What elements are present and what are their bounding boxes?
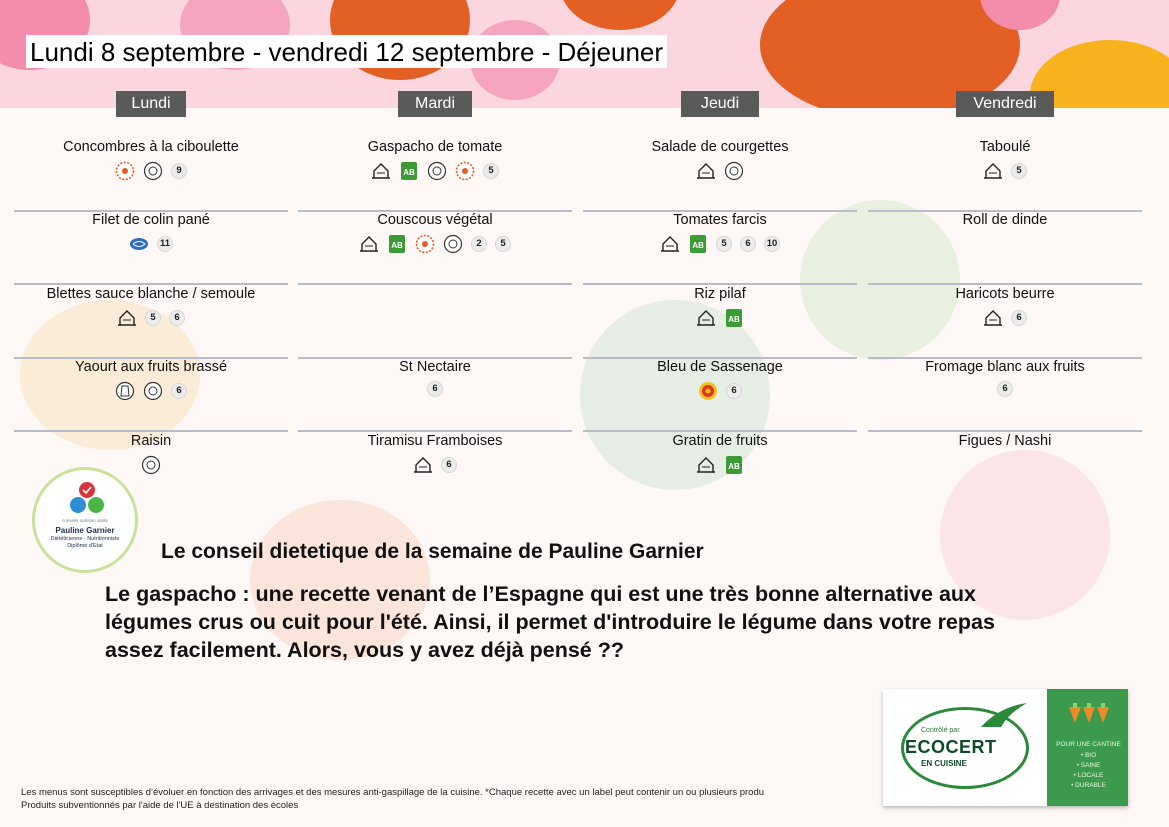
dish-name: Roll de dinde — [962, 212, 1048, 228]
dish-name: Taboulé — [979, 139, 1031, 155]
swallow-icon — [979, 701, 1029, 731]
dish-item — [298, 286, 572, 359]
dietitian-degree: Diplômé d'Etat — [67, 543, 103, 549]
day-header: Vendredi — [956, 91, 1054, 117]
dish-badges — [868, 381, 1142, 397]
ecocert-brand: ECOCERT — [905, 737, 997, 757]
fresh-icon — [427, 161, 447, 181]
organic-ab-icon — [724, 308, 744, 328]
allergen-number-badge: 6 — [427, 381, 443, 397]
dish-name: Filet de colin pané — [92, 212, 210, 228]
day-column-lundi — [14, 91, 288, 471]
dietitian-tagline: conseils nutrition santé — [62, 518, 108, 523]
fish-msc-icon — [129, 234, 149, 254]
dish-name: Riz pilaf — [694, 286, 746, 302]
local-icon — [115, 161, 135, 181]
dish-badges — [14, 234, 288, 254]
organic-ab-icon — [399, 161, 419, 181]
svg-text:AB: AB — [692, 241, 704, 250]
fresh-icon — [143, 161, 163, 181]
dish-item — [583, 139, 857, 212]
dish-item — [583, 433, 857, 506]
dish-name: Gratin de fruits — [672, 433, 768, 449]
allergen-number-badge: 6 — [1011, 310, 1027, 326]
dish-badges — [583, 381, 857, 401]
dish-name: Yaourt aux fruits brassé — [74, 359, 228, 375]
dish-name: Salade de courgettes — [651, 139, 789, 155]
allergen-number-badge: 9 — [171, 163, 187, 179]
local-icon — [455, 161, 475, 181]
dish-badges — [14, 455, 288, 475]
dish-item — [14, 139, 288, 212]
dish-item — [868, 433, 1142, 506]
dish-item — [298, 359, 572, 432]
dietitian-name: Pauline Garnier — [55, 526, 115, 535]
dish-badges — [298, 381, 572, 397]
dish-name: Tomates farcis — [673, 212, 767, 228]
ecocert-sub: EN CUISINE — [921, 759, 967, 768]
ecocert-controlled-label: Contrôlé par — [921, 727, 960, 734]
allergen-number-badge: 6 — [726, 383, 742, 399]
dish-name: Tiramisu Framboises — [367, 433, 503, 449]
page-title: Lundi 8 septembre - vendredi 12 septembre - Déjeuner — [26, 35, 667, 68]
footer-line-1: Les menus sont susceptibles d’évoluer en fonction des arrivages et des mesures anti-gaspillage de la cuisine. *Chaque recette avec un label peut contenir un ou plusieurs produ — [21, 787, 765, 798]
allergen-number-badge: 5 — [483, 163, 499, 179]
dish-name: Gaspacho de tomate — [367, 139, 503, 155]
dish-item — [583, 359, 857, 432]
allergen-number-badge: 10 — [764, 236, 780, 252]
dairy-icon — [115, 381, 135, 401]
carrots-icon — [1065, 703, 1111, 725]
dish-name: Haricots beurre — [955, 286, 1055, 302]
dish-item — [298, 139, 572, 212]
dish-badges — [14, 161, 288, 181]
allergen-number-badge: 6 — [997, 381, 1013, 397]
dish-name: Blettes sauce blanche / semoule — [46, 286, 256, 302]
ecocert-line: • LOCALE — [1073, 772, 1104, 779]
allergen-number-badge: 5 — [145, 310, 161, 326]
homemade-icon — [983, 308, 1003, 328]
nutrition-icon — [67, 478, 107, 518]
allergen-number-badge: 6 — [169, 310, 185, 326]
day-header: Lundi — [116, 91, 186, 117]
dish-item — [14, 286, 288, 359]
day-column-vendredi — [868, 91, 1142, 471]
dish-name: Raisin — [130, 433, 172, 449]
homemade-icon — [696, 308, 716, 328]
advice-title: Le conseil dietetique de la semaine de Pauline Garnier — [161, 540, 704, 563]
dish-badges — [14, 381, 288, 401]
svg-text:AB: AB — [728, 315, 740, 324]
fresh-icon — [141, 455, 161, 475]
allergen-number-badge: 5 — [495, 236, 511, 252]
dish-badges — [298, 234, 572, 254]
allergen-number-badge: 6 — [740, 236, 756, 252]
svg-text:AB: AB — [728, 462, 740, 471]
fresh-icon — [724, 161, 744, 181]
dish-item — [583, 286, 857, 359]
dietitian-logo — [32, 467, 138, 573]
fresh-icon — [143, 381, 163, 401]
dish-badges — [868, 308, 1142, 328]
homemade-icon — [660, 234, 680, 254]
allergen-number-badge: 11 — [157, 236, 173, 252]
dish-name: Couscous végétal — [377, 212, 493, 228]
homemade-icon — [413, 455, 433, 475]
dish-item — [298, 433, 572, 506]
allergen-number-badge: 5 — [1011, 163, 1027, 179]
footer-line-2: Produits subventionnés par l'aide de l'UE à destination des écoles — [21, 800, 299, 811]
ecocert-badge — [883, 689, 1128, 806]
dish-name: St Nectaire — [399, 359, 471, 375]
dish-item — [583, 212, 857, 285]
ecocert-line: • SAINE — [1076, 762, 1101, 769]
day-column-jeudi — [583, 91, 857, 471]
dish-item — [14, 359, 288, 432]
organic-ab-icon — [688, 234, 708, 254]
svg-text:AB: AB — [403, 168, 415, 177]
organic-ab-icon — [724, 455, 744, 475]
dish-item — [298, 212, 572, 285]
homemade-icon — [696, 455, 716, 475]
day-header: Mardi — [398, 91, 472, 117]
allergen-number-badge: 6 — [441, 457, 457, 473]
dish-name: Fromage blanc aux fruits — [925, 359, 1085, 375]
ecocert-values-panel — [1047, 689, 1128, 806]
dish-item — [868, 286, 1142, 359]
ecocert-line: POUR UNE CANTINE — [1056, 741, 1121, 748]
dish-item — [14, 212, 288, 285]
dish-badges — [583, 455, 857, 475]
dietitian-role-text: Diététicienne - Nutritionniste — [50, 536, 120, 542]
homemade-icon — [696, 161, 716, 181]
homemade-icon — [371, 161, 391, 181]
dish-name: Concombres à la ciboulette — [63, 139, 239, 155]
local-icon — [415, 234, 435, 254]
dish-name: Figues / Nashi — [958, 433, 1052, 449]
ecocert-logo — [883, 689, 1047, 806]
dish-badges — [583, 161, 857, 181]
allergen-number-badge: 6 — [171, 383, 187, 399]
allergen-number-badge: 5 — [716, 236, 732, 252]
dish-item — [868, 359, 1142, 432]
svg-text:AB: AB — [391, 241, 403, 250]
fresh-icon — [443, 234, 463, 254]
organic-ab-icon — [387, 234, 407, 254]
dish-badges — [583, 308, 857, 328]
day-column-mardi — [298, 91, 572, 471]
footer-note — [21, 786, 881, 812]
ecocert-line: • DURABLE — [1071, 782, 1106, 789]
dish-badges — [868, 161, 1142, 181]
homemade-icon — [117, 308, 137, 328]
dietitian-role — [35, 536, 135, 550]
day-header: Jeudi — [681, 91, 759, 117]
allergen-number-badge: 2 — [471, 236, 487, 252]
homemade-icon — [359, 234, 379, 254]
dish-item — [868, 139, 1142, 212]
dish-badges — [298, 455, 572, 475]
dish-name: Bleu de Sassenage — [657, 359, 783, 375]
dish-badges — [298, 161, 572, 181]
ecocert-line: • BIO — [1080, 752, 1097, 759]
advice-text: Le gaspacho : une recette venant de l’Espagne qui est une très bonne alternative aux légumes crus ou cuit pour l'été. Ainsi, il permet d'introduire le légume dans votre repas assez facilement. Alors, vous y avez déjà pensé ?? — [105, 582, 995, 662]
homemade-icon — [983, 161, 1003, 181]
dish-badges — [583, 234, 857, 254]
dish-badges — [14, 308, 288, 328]
dish-item — [868, 212, 1142, 285]
aop-icon — [698, 381, 718, 401]
